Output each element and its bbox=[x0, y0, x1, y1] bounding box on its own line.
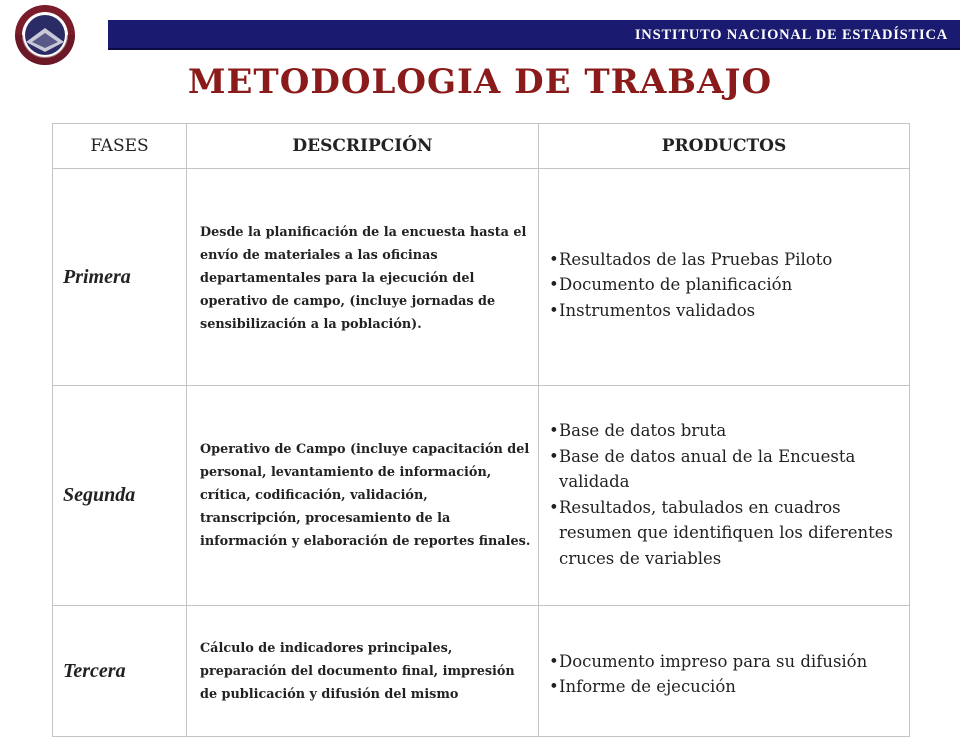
phase-description: Cálculo de indicadores principales, preparación del documento final, impresión de publicación y difusión del mismo bbox=[187, 606, 539, 737]
header-fases: FASES bbox=[53, 124, 187, 169]
phase-name: Tercera bbox=[53, 606, 187, 737]
phase-products bbox=[539, 169, 910, 386]
phase-name: Primera bbox=[53, 169, 187, 386]
product-item: • Instrumentos validados bbox=[549, 298, 901, 324]
product-item: • Documento de planificación bbox=[549, 272, 901, 298]
product-item: • Resultados de las Pruebas Piloto bbox=[549, 247, 901, 273]
product-item: • Base de datos bruta bbox=[549, 418, 901, 444]
table-row bbox=[53, 386, 910, 606]
ine-globe-logo-icon bbox=[12, 2, 78, 68]
header-productos: PRODUCTOS bbox=[539, 124, 910, 169]
table-header-row bbox=[53, 124, 910, 169]
product-item: • Documento impreso para su difusión bbox=[549, 649, 901, 675]
institution-name: INSTITUTO NACIONAL DE ESTADÍSTICA bbox=[634, 27, 948, 43]
header-banner bbox=[108, 20, 960, 50]
header-descripcion: DESCRIPCIÓN bbox=[187, 124, 539, 169]
phase-description: Operativo de Campo (incluye capacitación del personal, levantamiento de información, crítica, codificación, validación, transcripción, procesamiento de la información y elaboración de reportes finales. bbox=[187, 386, 539, 606]
product-item: • Base de datos anual de la Encuesta validada bbox=[549, 444, 901, 495]
phase-products bbox=[539, 606, 910, 737]
phase-products bbox=[539, 386, 910, 606]
product-item: • Informe de ejecución bbox=[549, 674, 901, 700]
phase-description: Desde la planificación de la encuesta hasta el envío de materiales a las oficinas departamentales para la ejecución del operativo de campo, (incluye jornadas de sensibilización a la población). bbox=[187, 169, 539, 386]
phase-name: Segunda bbox=[53, 386, 187, 606]
table-row bbox=[53, 169, 910, 386]
page-title: METODOLOGIA DE TRABAJO bbox=[187, 62, 773, 102]
product-item: • Resultados, tabulados en cuadros resumen que identifiquen los diferentes cruces de variables bbox=[549, 495, 901, 572]
table-row bbox=[53, 606, 910, 737]
methodology-table bbox=[52, 123, 910, 737]
